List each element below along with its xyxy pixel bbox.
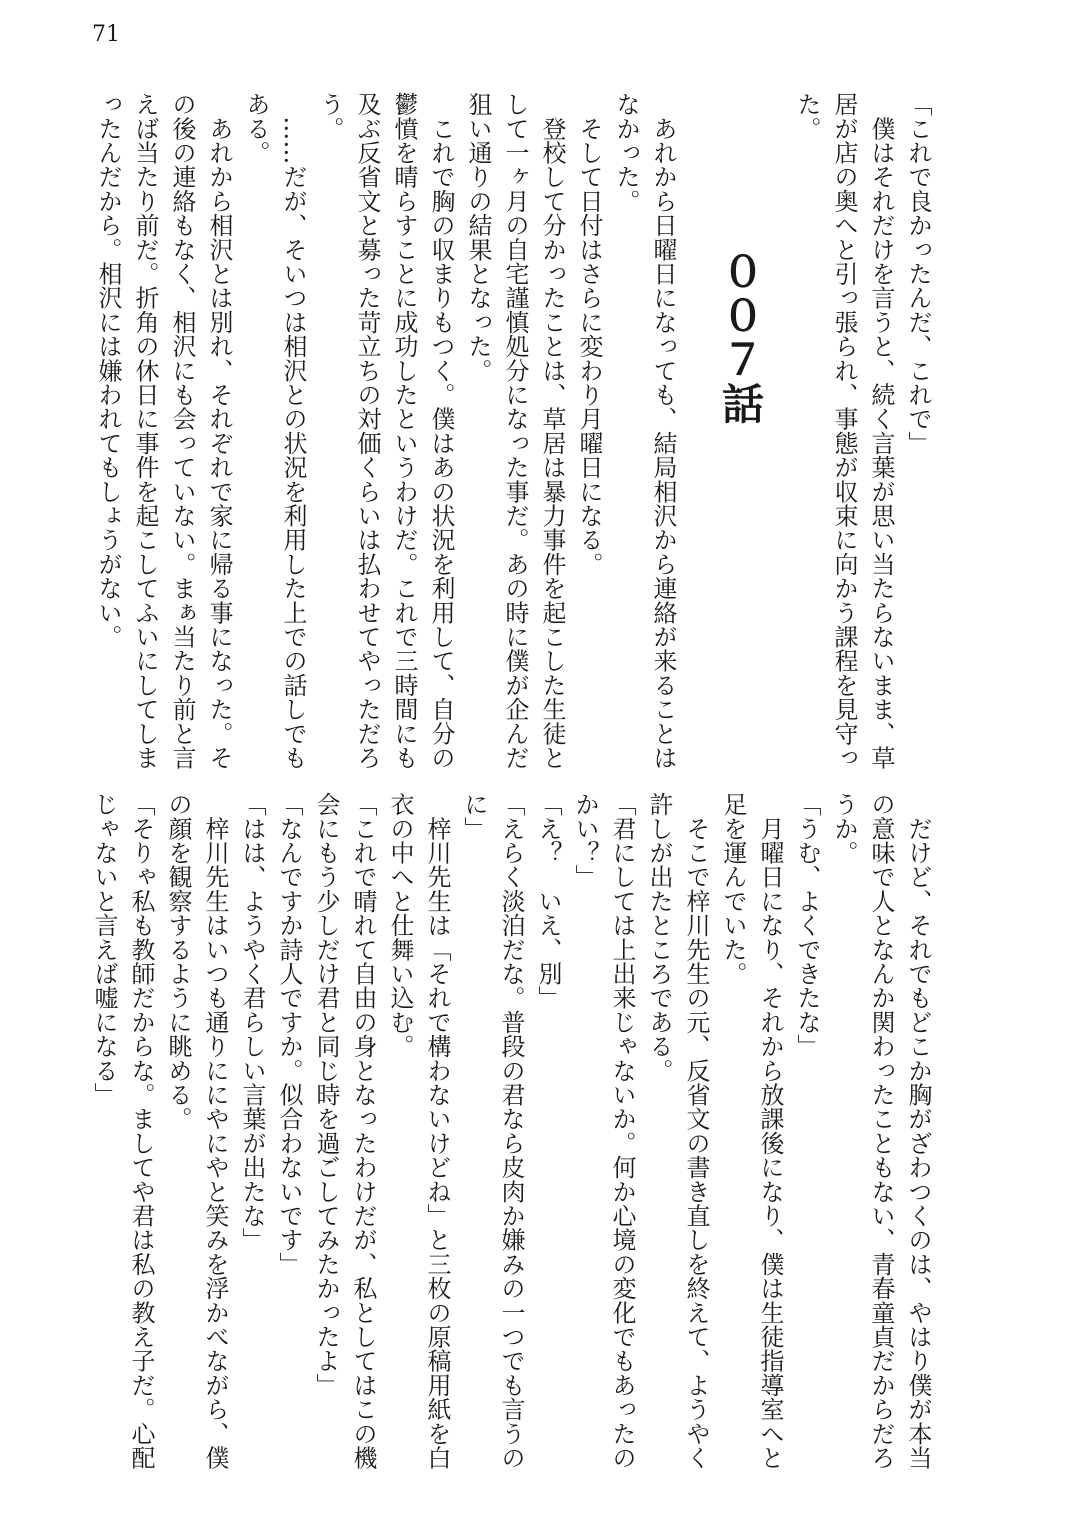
text-line: 梓川先生はいつも通りににやにやと笑みを浮かべながら、僕 [201,792,229,1470]
text-line: 僕はそれだけを言うと、続く言葉が思い当たらないまま、草 [867,92,895,770]
text-line: そこで梓川先生の元、反省文の書き直しを終えて、ようやく [682,792,710,1470]
text-line: 足を運んでいた。 [719,792,747,986]
text-line: 鬱憤を晴らすことに成功したというわけだ。これで三時間にも [390,92,418,770]
text-line: 「えらく淡泊だな。普段の君なら皮肉か嫌みの一つでも言うの [497,792,525,1470]
text-line: 梓川先生は「それで構わないけどね」と三枚の原稿用紙を白 [423,792,451,1470]
text-line: 「これで良かったんだ、これで」 [904,92,932,455]
text-line: 月曜日になり、それから放課後になり、僕は生徒指導室へと [756,792,784,1470]
text-line: あれから日曜日になっても、結局相沢から連絡が来ることは [649,92,677,770]
text-line: 「はは、ようやく君らしい言葉が出たな」 [238,792,266,1252]
page-number: 71 [92,22,120,47]
text-line: 衣の中へと仕舞い込む。 [386,792,414,1059]
text-line: だけど、それでもどこか胸がざわつくのは、やはり僕が本当 [904,792,932,1470]
text-line: なかった。 [612,92,640,213]
title-spacer [681,92,788,782]
upper-text-block [89,92,936,782]
text-line: た。 [793,92,821,141]
text-line: ……だが、そいつは相沢との状況を利用した上での話しでも [279,92,307,770]
text-line: 狙い通りの結果となった。 [464,92,492,383]
text-line: 登校して分かったことは、草居は暴力事件を起こした生徒と [538,92,566,770]
text-line: の後の連絡もなく、相沢にも会っていない。まぁ当たり前と言 [168,92,196,770]
text-line: 「なんですか詩人ですか。似合わないです」 [275,792,303,1276]
text-line: そして日付はさらに変わり月曜日になる。 [575,92,603,576]
text-line: かい？」 [571,792,599,889]
text-line: う。 [316,92,344,141]
text-line: して一ヶ月の自宅謹慎処分になった事だ。あの時に僕が企んだ [501,92,529,770]
chapter-title: ００７話 [716,250,765,426]
lower-text-block [85,792,936,1470]
text-line: 「君にしては上出来じゃないか。何か心境の変化でもあったの [608,792,636,1470]
text-line: 「うむ、よくできたな」 [793,792,821,1059]
text-line: うか。 [830,792,858,865]
text-line: ったんだから。相沢には嫌われてもしょうがない。 [94,92,122,649]
text-line: 「これで晴れて自由の身となったわけだが、私としてはこの機 [349,792,377,1470]
text-line: に」 [460,792,488,841]
text-line: 及ぶ反省文と募った苛立ちの対価くらいは払わせてやっただろ [353,92,381,770]
text-line: ある。 [242,92,270,165]
text-line: あれから相沢とは別れ、それぞれで家に帰る事になった。そ [205,92,233,770]
text-line: の意味で人となんか関わったこともない、青春童貞だからだろ [867,792,895,1470]
text-line: 「え？ いえ、別」 [534,792,562,1010]
text-line: じゃないと言えば嘘になる」 [90,792,118,1107]
text-line: 許しが出たところである。 [645,792,673,1083]
text-line: の顔を観察するように眺める。 [164,792,192,1131]
text-line: これで胸の収まりもつく。僕はあの状況を利用して、自分の [427,92,455,770]
text-line: 「そりゃ私も教師だからな。ましてや君は私の教え子だ。心配 [127,792,155,1470]
text-line: 会にもう少しだけ君と同じ時を過ごしてみたかったよ」 [312,792,340,1397]
text-line: 居が店の奥へと引っ張られ、事態が収束に向かう課程を見守っ [830,92,858,770]
text-line: えば当たり前だ。折角の休日に事件を起こしてふいにしてしま [131,92,159,770]
